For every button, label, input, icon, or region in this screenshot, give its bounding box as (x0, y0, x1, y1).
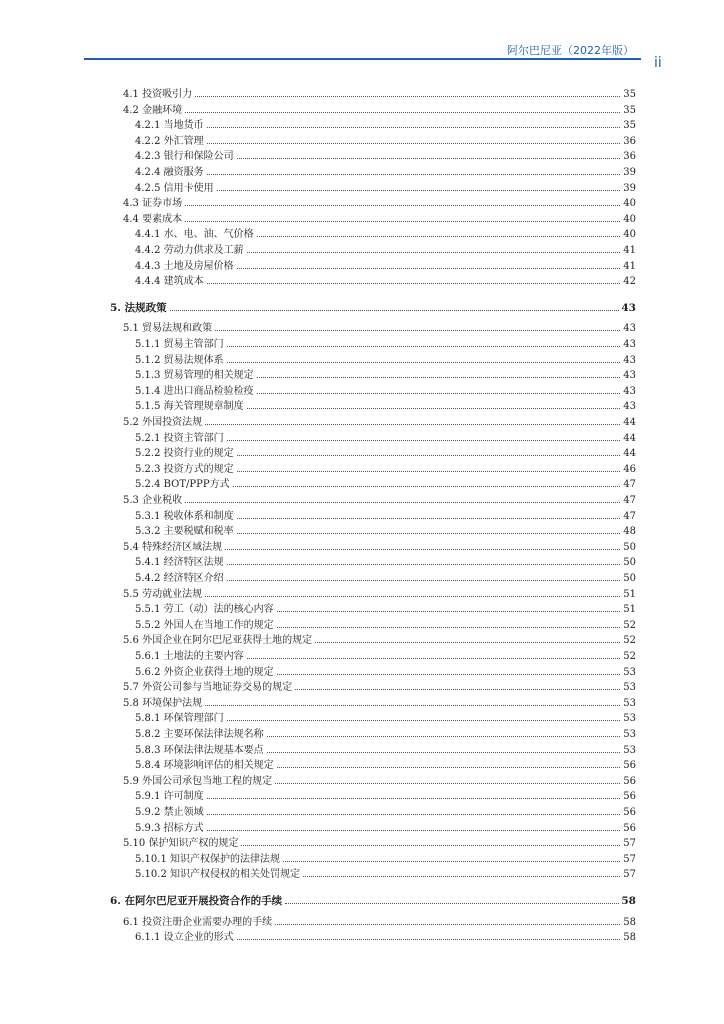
toc-leader-dots (237, 157, 620, 159)
toc-leader-dots (237, 517, 620, 519)
toc-entry-page: 41 (623, 260, 636, 272)
toc-entry[interactable] (135, 619, 636, 633)
toc-entry-label: 4.4.3 土地及房屋价格 (135, 260, 234, 272)
toc-leader-dots (277, 766, 620, 768)
toc-leader-dots (315, 641, 620, 643)
toc-entry-page: 50 (623, 557, 636, 569)
toc-leader-dots (275, 923, 620, 925)
toc-leader-dots (227, 345, 620, 347)
toc-entry-page: 57 (623, 853, 636, 865)
page-number: ii (654, 55, 662, 71)
toc-entry-page: 43 (623, 339, 636, 350)
toc-leader-dots (233, 485, 620, 487)
toc-entry[interactable] (135, 135, 636, 149)
toc-entry-label: 5.6 外国企业在阿尔巴尼亚获得土地的规定 (123, 635, 313, 647)
toc-entry[interactable] (135, 166, 636, 180)
toc-leader-dots (241, 844, 620, 846)
toc-entry[interactable] (135, 182, 636, 196)
toc-leader-dots (267, 751, 620, 753)
toc-leader-dots (247, 657, 620, 659)
toc-entry[interactable] (123, 681, 636, 695)
toc-entry-page: 56 (623, 791, 636, 803)
toc-entry-label: 5.10.2 知识产权侵权的相关处罚规定 (135, 869, 300, 881)
toc-entry-page: 52 (623, 651, 636, 662)
toc-entry-page: 47 (623, 479, 636, 491)
toc-entry[interactable] (123, 416, 636, 430)
toc-leader-dots (283, 860, 620, 862)
toc-entry-page: 47 (623, 495, 636, 506)
toc-entry[interactable] (135, 260, 636, 274)
toc-entry-label: 4.4.1 水、电、油、气价格 (135, 229, 254, 241)
toc-leader-dots (237, 938, 620, 940)
toc-entry-label: 5.5.2 外国人在当地工作的规定 (135, 619, 274, 631)
toc-entry-page: 53 (623, 744, 636, 756)
toc-entry-page: 46 (623, 463, 636, 475)
toc-entry-label: 5.1.3 贸易管理的相关规定 (135, 370, 254, 382)
toc-entry-page: 35 (623, 89, 636, 100)
toc-entry[interactable] (135, 650, 636, 664)
toc-entry-label: 4.4.4 建筑成本 (135, 276, 204, 288)
toc-entry-label: 5.4 特殊经济区域法规 (123, 541, 223, 553)
toc-entry-label: 4.3 证券市场 (123, 198, 183, 210)
toc-entry[interactable] (123, 634, 636, 648)
toc-entry-label: 4.2 金融环境 (123, 104, 183, 116)
toc-entry-label: 4.2.4 融资服务 (135, 167, 204, 178)
toc-entry[interactable] (135, 432, 636, 446)
toc-leader-dots (247, 407, 620, 409)
toc-entry-page: 57 (623, 838, 636, 850)
toc-entry-page: 35 (623, 104, 636, 116)
toc-entry-page: 56 (623, 775, 636, 787)
toc-entry-page: 43 (623, 323, 636, 335)
toc-leader-dots (185, 501, 620, 503)
toc-entry-label: 5.2.2 投资行业的规定 (135, 448, 234, 460)
toc-leader-dots (207, 829, 620, 831)
toc-entry-label: 4.1 投资吸引力 (123, 89, 193, 100)
toc-leader-dots (207, 813, 620, 815)
toc-leader-dots (227, 361, 620, 363)
toc-leader-dots (237, 470, 620, 472)
toc-entry-label: 6. 在阿尔巴尼亚开展投资合作的手续 (110, 895, 283, 907)
toc-entry[interactable] (135, 790, 636, 804)
toc-leader-dots (227, 439, 620, 441)
header-title: 阿尔巴尼亚（2022年版） (507, 44, 634, 57)
toc-entry-label: 5.9.3 招标方式 (135, 822, 204, 834)
toc-entry-page: 53 (623, 713, 636, 725)
toc-entry-label: 5. 法规政策 (110, 301, 167, 314)
toc-entry[interactable] (135, 244, 636, 258)
toc-entry-page: 53 (623, 682, 636, 694)
toc-entry-label: 5.8.3 环保法律法规基本要点 (135, 744, 264, 756)
header-rule (84, 58, 641, 60)
toc-entry[interactable] (135, 728, 636, 742)
toc-entry[interactable] (123, 541, 636, 555)
toc-entry-page: 58 (623, 916, 636, 928)
toc-entry-label: 5.4.2 经济特区介绍 (135, 573, 224, 584)
toc-entry-label: 5.8 环境保护法规 (123, 697, 203, 709)
toc-entry-page: 58 (623, 932, 636, 944)
toc-leader-dots (277, 610, 620, 612)
toc-entry-label: 5.6.1 土地法的主要内容 (135, 651, 244, 662)
toc-entry-page: 48 (623, 526, 636, 538)
toc-leader-dots (205, 595, 620, 597)
toc-leader-dots (277, 626, 620, 628)
toc-entry-label: 5.4.1 经济特区法规 (135, 557, 224, 569)
toc-entry-page: 53 (623, 666, 636, 678)
toc-entry[interactable] (123, 494, 636, 508)
toc-leader-dots (247, 251, 620, 253)
toc-entry[interactable] (123, 322, 636, 336)
toc-leader-dots (207, 797, 620, 799)
toc-entry-page: 57 (623, 869, 636, 881)
toc-entry[interactable] (135, 556, 636, 570)
toc-entry-page: 40 (623, 213, 636, 225)
toc-entry-label: 5.2.1 投资主管部门 (135, 432, 224, 444)
toc-entry-page: 56 (623, 807, 636, 818)
toc-entry[interactable] (135, 119, 636, 133)
toc-leader-dots (257, 376, 620, 378)
toc-entry-label: 5.10.1 知识产权保护的法律法规 (135, 853, 280, 865)
toc-leader-dots (237, 454, 620, 456)
toc-entry[interactable] (135, 400, 636, 414)
toc-entry-page: 50 (623, 573, 636, 584)
toc-leader-dots (275, 782, 620, 784)
toc-entry-page: 41 (623, 245, 636, 256)
toc-entry[interactable] (135, 510, 636, 524)
toc-entry-label: 5.9.1 许可制度 (135, 791, 204, 803)
toc-entry-page: 52 (623, 635, 636, 647)
toc-entry-label: 5.9.2 禁止领域 (135, 807, 204, 818)
toc-entry[interactable] (123, 197, 636, 211)
toc-entry-page: 53 (623, 729, 636, 740)
toc-entry[interactable] (135, 759, 636, 773)
toc-entry[interactable] (123, 775, 636, 789)
toc-entry[interactable] (123, 916, 636, 930)
toc-leader-dots (303, 875, 620, 877)
toc-entry[interactable] (135, 572, 636, 586)
toc-leader-dots (185, 220, 620, 222)
toc-entry[interactable] (135, 150, 636, 164)
toc-leader-dots (227, 563, 620, 565)
toc-leader-dots (185, 204, 620, 206)
toc-entry-label: 5.1.5 海关管理规章制度 (135, 401, 244, 413)
toc-entry-label: 6.1 投资注册企业需要办理的手续 (123, 916, 273, 928)
toc-entry-label: 5.5.1 劳工（动）法的核心内容 (135, 604, 274, 616)
toc-entry[interactable] (135, 712, 636, 726)
toc-entry-page: 43 (623, 385, 636, 397)
toc-entry-label: 4.2.5 信用卡使用 (135, 182, 214, 194)
toc-leader-dots (170, 309, 620, 311)
toc-leader-dots (285, 902, 619, 904)
toc-entry[interactable] (135, 275, 636, 289)
toc-entry-page: 47 (623, 510, 636, 522)
toc-entry-page: 43 (623, 370, 636, 382)
toc-entry[interactable] (135, 478, 636, 492)
toc-entry-page: 58 (621, 895, 636, 907)
toc-entry-page: 52 (623, 619, 636, 631)
toc-entry-page: 50 (623, 541, 636, 553)
toc-entry-page: 43 (623, 401, 636, 413)
toc-entry-label: 5.6.2 外资企业获得土地的规定 (135, 666, 274, 678)
toc-leader-dots (205, 704, 620, 706)
toc-entry-label: 4.4.2 劳动力供求及工薪 (135, 245, 244, 256)
toc-entry-label: 5.9 外国公司承包当地工程的规定 (123, 775, 273, 787)
toc-entry-page: 44 (623, 432, 636, 444)
toc-entry-label: 6.1.1 设立企业的形式 (135, 932, 234, 944)
toc-leader-dots (207, 282, 620, 284)
toc-entry[interactable] (135, 463, 636, 477)
toc-entry[interactable] (123, 88, 636, 102)
toc-entry-page: 40 (623, 229, 636, 241)
toc-entry-page: 36 (623, 135, 636, 147)
toc-entry-label: 5.7 外资公司参与当地证券交易的规定 (123, 682, 293, 694)
toc-entry-label: 5.10 保护知识产权的规定 (123, 838, 239, 850)
toc-entry-label: 5.3 企业税收 (123, 495, 183, 506)
toc-leader-dots (207, 173, 620, 175)
toc-entry-label: 5.5 劳动就业法规 (123, 588, 203, 600)
toc-entry[interactable] (135, 354, 636, 368)
toc-entry[interactable] (123, 697, 636, 711)
toc-entry-page: 35 (623, 120, 636, 132)
toc-entry[interactable] (123, 588, 636, 602)
toc-entry-label: 4.2.2 外汇管理 (135, 135, 204, 147)
toc-entry-label: 5.2.3 投资方式的规定 (135, 463, 234, 475)
toc-entry-page: 39 (623, 182, 636, 194)
toc-leader-dots (267, 735, 620, 737)
toc-leader-dots (277, 673, 620, 675)
toc-entry-label: 5.2 外国投资法规 (123, 417, 203, 428)
toc-entry-label: 4.4 要素成本 (123, 213, 183, 225)
toc-leader-dots (215, 329, 620, 331)
toc-leader-dots (207, 126, 620, 128)
toc-entry[interactable] (135, 525, 636, 539)
toc-entry-page: 43 (621, 301, 636, 314)
toc-leader-dots (195, 95, 620, 97)
toc-entry[interactable] (135, 447, 636, 461)
toc-leader-dots (237, 532, 620, 534)
toc-leader-dots (227, 579, 620, 581)
toc-entry-page: 40 (623, 198, 636, 210)
toc-leader-dots (207, 142, 620, 144)
toc-entry[interactable] (135, 338, 636, 352)
toc-entry-label: 5.2.4 BOT/PPP方式 (135, 479, 230, 491)
toc-entry-page: 44 (623, 448, 636, 460)
toc-entry-label: 4.2.1 当地货币 (135, 120, 204, 132)
toc-entry-label: 5.8.1 环保管理部门 (135, 713, 224, 725)
toc-entry[interactable] (135, 868, 636, 882)
toc-leader-dots (225, 548, 620, 550)
toc-leader-dots (237, 267, 620, 269)
toc-entry-page: 39 (623, 167, 636, 178)
toc-entry-page: 53 (623, 697, 636, 709)
toc-entry-page: 51 (623, 604, 636, 616)
toc-entry-label: 5.1.2 贸易法规体系 (135, 354, 224, 366)
toc-entry-page: 43 (623, 354, 636, 366)
toc-entry[interactable] (135, 822, 636, 836)
toc-entry[interactable] (135, 744, 636, 758)
toc-leader-dots (185, 111, 620, 113)
toc-entry-label: 5.1.4 进出口商品检验检疫 (135, 385, 254, 397)
toc-leader-dots (257, 392, 620, 394)
toc-entry-page: 56 (623, 822, 636, 834)
toc-entry[interactable] (135, 228, 636, 242)
toc-leader-dots (205, 423, 620, 425)
toc-leader-dots (217, 189, 620, 191)
toc-chapter[interactable] (110, 301, 636, 315)
toc-entry-page: 36 (623, 151, 636, 163)
toc-entry[interactable] (123, 104, 636, 118)
toc-entry-label: 5.3.1 税收体系和制度 (135, 510, 234, 522)
toc-entry[interactable] (135, 603, 636, 617)
toc-entry[interactable] (135, 385, 636, 399)
toc-entry-label: 5.8.2 主要环保法律法规名称 (135, 729, 264, 740)
toc-entry-label: 5.8.4 环境影响评估的相关规定 (135, 760, 274, 772)
toc-chapter[interactable] (110, 894, 636, 908)
toc-entry[interactable] (135, 853, 636, 867)
toc-entry[interactable] (135, 666, 636, 680)
toc-entry-page: 51 (623, 588, 636, 600)
toc-entry-page: 44 (623, 417, 636, 428)
toc-entry[interactable] (123, 213, 636, 227)
toc-entry-page: 56 (623, 760, 636, 772)
toc-entry-label: 4.2.3 银行和保险公司 (135, 151, 234, 163)
toc-leader-dots (295, 688, 620, 690)
toc-entry[interactable] (123, 837, 636, 851)
toc-entry[interactable] (135, 931, 636, 945)
toc-entry-page: 42 (623, 276, 636, 288)
toc-entry[interactable] (135, 806, 636, 820)
toc-entry-label: 5.1 贸易法规和政策 (123, 323, 213, 335)
toc-leader-dots (227, 719, 620, 721)
toc-entry-label: 5.1.1 贸易主管部门 (135, 339, 224, 350)
toc-leader-dots (257, 235, 620, 237)
toc-entry-label: 5.3.2 主要税赋和税率 (135, 526, 234, 538)
toc-entry[interactable] (135, 369, 636, 383)
